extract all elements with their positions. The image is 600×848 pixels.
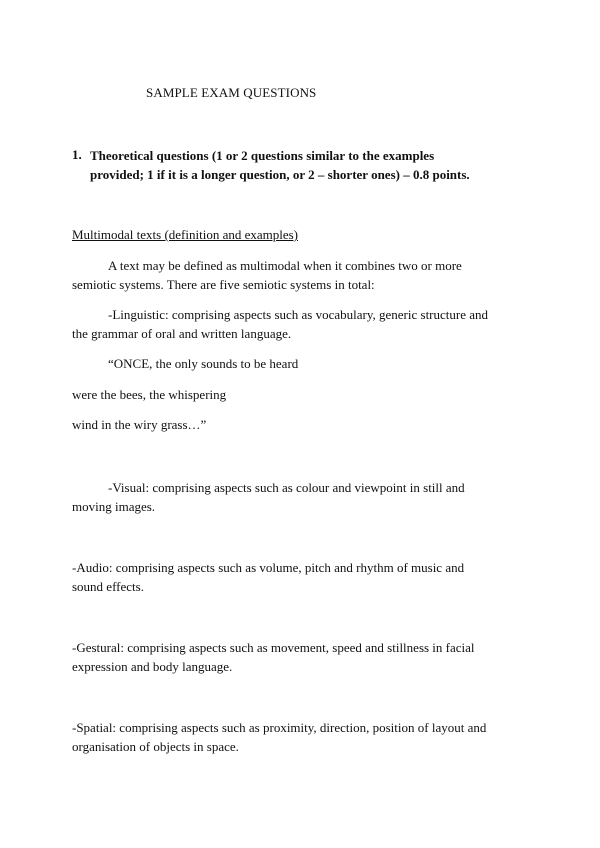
question-line-1: Theoretical questions (1 or 2 questions similar to the examples — [90, 148, 435, 163]
gestural-line-2: expression and body language. — [72, 659, 233, 674]
audio-line-2: sound effects. — [72, 579, 144, 594]
poem-line-2: were the bees, the whispering — [72, 387, 227, 402]
spatial-paragraph — [72, 718, 532, 756]
poem-line-3: wind in the wiry grass…” — [72, 417, 207, 432]
poem-line-1: “ONCE, the only sounds to be heard — [108, 356, 299, 371]
gestural-line-1: -Gestural: comprising aspects such as movement, speed and stillness in facial — [72, 640, 475, 655]
question-line-2: provided; 1 if it is a longer question, or 2 – shorter ones) – 0.8 points. — [90, 167, 470, 182]
visual-paragraph — [72, 478, 532, 516]
visual-line-2: moving images. — [72, 499, 156, 514]
audio-paragraph — [72, 558, 532, 596]
section-heading: Multimodal texts (definition and examples) — [72, 227, 299, 242]
linguistic-paragraph — [72, 305, 532, 343]
spatial-line-2: organisation of objects in space. — [72, 739, 239, 754]
page-title: SAMPLE EXAM QUESTIONS — [146, 85, 317, 100]
intro-line-1: A text may be defined as multimodal when it combines two or more — [108, 258, 462, 273]
intro-line-2: semiotic systems. There are five semiotic systems in total: — [72, 277, 375, 292]
visual-line-1: -Visual: comprising aspects such as colour and viewpoint in still and — [108, 480, 465, 495]
intro-paragraph — [72, 256, 532, 294]
linguistic-line-2: the grammar of oral and written language. — [72, 326, 292, 341]
question-number: 1. — [72, 147, 82, 162]
linguistic-line-1: -Linguistic: comprising aspects such as vocabulary, generic structure and — [108, 307, 489, 322]
gestural-paragraph — [72, 638, 532, 676]
spatial-line-1: -Spatial: comprising aspects such as proximity, direction, position of layout and — [72, 720, 487, 735]
question-heading — [90, 146, 540, 184]
audio-line-1: -Audio: comprising aspects such as volume, pitch and rhythm of music and — [72, 560, 465, 575]
